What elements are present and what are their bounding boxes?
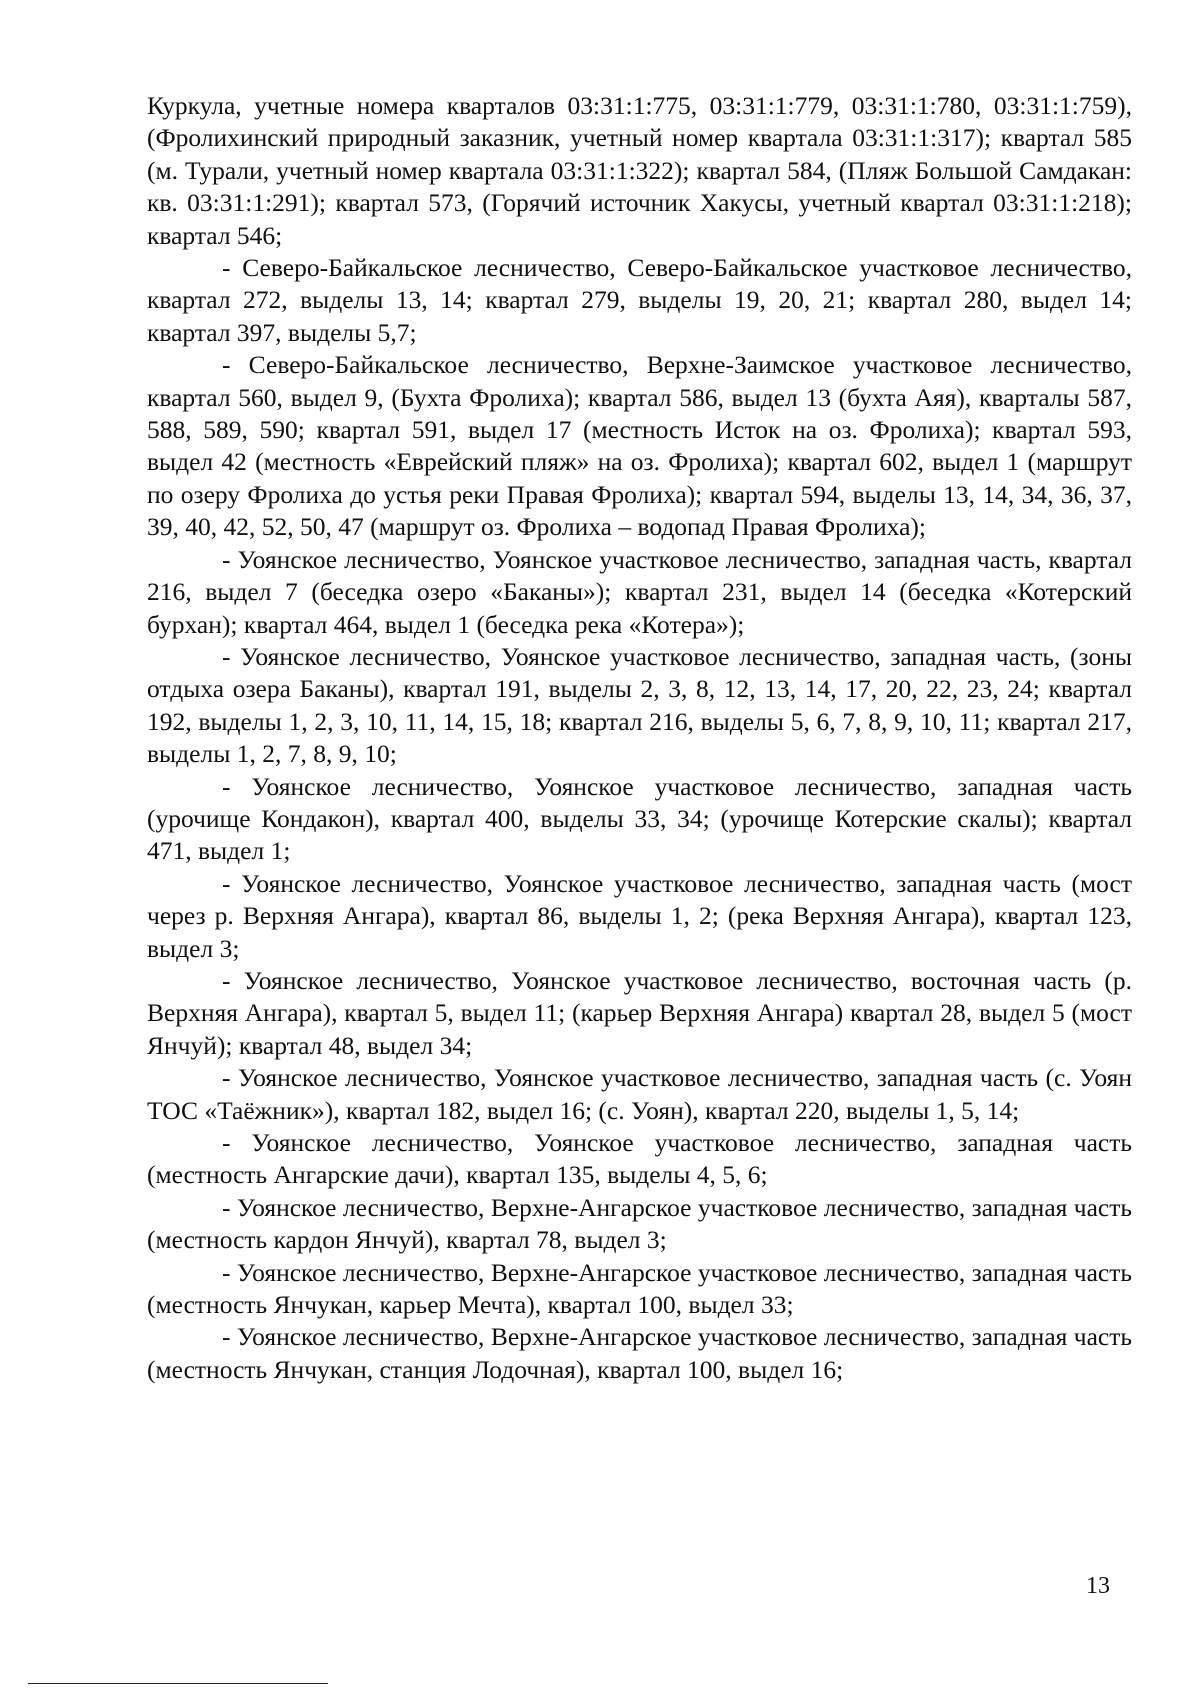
paragraph-verkhne-zaimskoe: - Северо-Байкальское лесничество, Верхне-Заимское участковое лесничество, квартал 560, выдел 9, (Бухта Фролиха); квартал 586, выдел 13 (бухта Аяя), кварталы 587, 588, 589, 590; квартал 591, выдел 17 (местность Исток на оз. Фролиха); квартал 593, выдел 42 (местность «Еврейский пляж» на оз. Фролиха); квартал 602, выдел 1 (маршрут по озеру Фролиха до устья реки Правая Фролиха); квартал 594, выделы 13, 14, 34, 36, 37, 39, 40, 42, 52, 50, 47 (маршрут оз. Фролиха – водопад Правая Фролиха);: [147, 350, 1132, 542]
paragraph-uoyan-bakany-gazebo: - Уоянское лесничество, Уоянское участковое лесничество, западная часть, квартал 216, выдел 7 (беседка озеро «Баканы»); квартал 231, выдел 14 (беседка «Котерский бурхан); квартал 464, выдел 1 (беседка река «Котера»);: [147, 544, 1132, 639]
paragraph-uoyan-bridge-angara: - Уоянское лесничество, Уоянское участковое лесничество, западная часть (мост через р. Верхняя Ангара), квартал 86, выделы 1, 2; (река Верхняя Ангара), квартал 123, выдел 3;: [147, 868, 1132, 963]
document-page: [147, 90, 1132, 1386]
paragraph-verkhne-angarskoe-mechta: - Уоянское лесничество, Верхне-Ангарское участковое лесничество, западная часть (местность Янчукан, карьер Мечта), квартал 100, выдел 33;: [147, 1257, 1132, 1320]
paragraph-uoyan-bakany-rest-zones: - Уоянское лесничество, Уоянское участковое лесничество, западная часть, (зоны отдыха озера Баканы), квартал 191, выделы 2, 3, 8, 12, 13, 14, 17, 20, 22, 23, 24; квартал 192, выделы 1, 2, 3, 10, 11, 14, 15, 18; квартал 216, выделы 5, 6, 7, 8, 9, 10, 11; квартал 217, выделы 1, 2, 7, 8, 9, 10;: [147, 641, 1132, 769]
page-number: 13: [1086, 1573, 1110, 1599]
paragraph-uoyan-angarskie-dachi: - Уоянское лесничество, Уоянское участковое лесничество, западная часть (местность Ангарские дачи), квартал 135, выделы 4, 5, 6;: [147, 1128, 1132, 1190]
bottom-rule-divider: [28, 1683, 328, 1684]
paragraph-uoyan-kondakon: - Уоянское лесничество, Уоянское участковое лесничество, западная часть (урочище Кондакон), квартал 400, выделы 33, 34; (урочище Котерские скалы); квартал 471, выдел 1;: [147, 771, 1132, 866]
paragraph-uoyan-taezhnik: - Уоянское лесничество, Уоянское участковое лесничество, западная часть (с. Уоян ТОС «Таёжник»), квартал 182, выдел 16; (с. Уоян), квартал 220, выделы 1, 5, 14;: [147, 1063, 1132, 1125]
paragraph-uoyan-east-angara: - Уоянское лесничество, Уоянское участковое лесничество, восточная часть (р. Верхняя Ангара), квартал 5, выдел 11; (карьер Верхняя Ангара) квартал 28, выдел 5 (мост Янчуй); квартал 48, выдел 34;: [147, 965, 1132, 1060]
paragraph-verkhne-angarskoe-lodochnaya: - Уоянское лесничество, Верхне-Ангарское участковое лесничество, западная часть (местность Янчукан, станция Лодочная), квартал 100, выдел 16;: [147, 1322, 1132, 1384]
paragraph-severo-baikalskoe-1: - Северо-Байкальское лесничество, Северо-Байкальское участковое лесничество, квартал 272, выделы 13, 14; квартал 279, выделы 19, 20, 21; квартал 280, выдел 14; квартал 397, выделы 5,7;: [147, 253, 1132, 347]
paragraph-kurkula-quarters: Куркула, учетные номера кварталов 03:31:1:775, 03:31:1:779, 03:31:1:780, 03:31:1:759), (Фролихинский природный заказник, учетный номер квартала 03:31:1:317); квартал 585 (м. Турали, учетный номер квартала 03:31:1:322); квартал 584, (Пляж Большой Самдакан: кв. 03:31:1:291); квартал 573, (Горячий источник Хакусы, учетный квартал 03:31:1:218); квартал 546;: [147, 91, 1132, 250]
paragraph-verkhne-angarskoe-kardon: - Уоянское лесничество, Верхне-Ангарское участковое лесничество, западная часть (местность кардон Янчуй), квартал 78, выдел 3;: [147, 1192, 1132, 1255]
